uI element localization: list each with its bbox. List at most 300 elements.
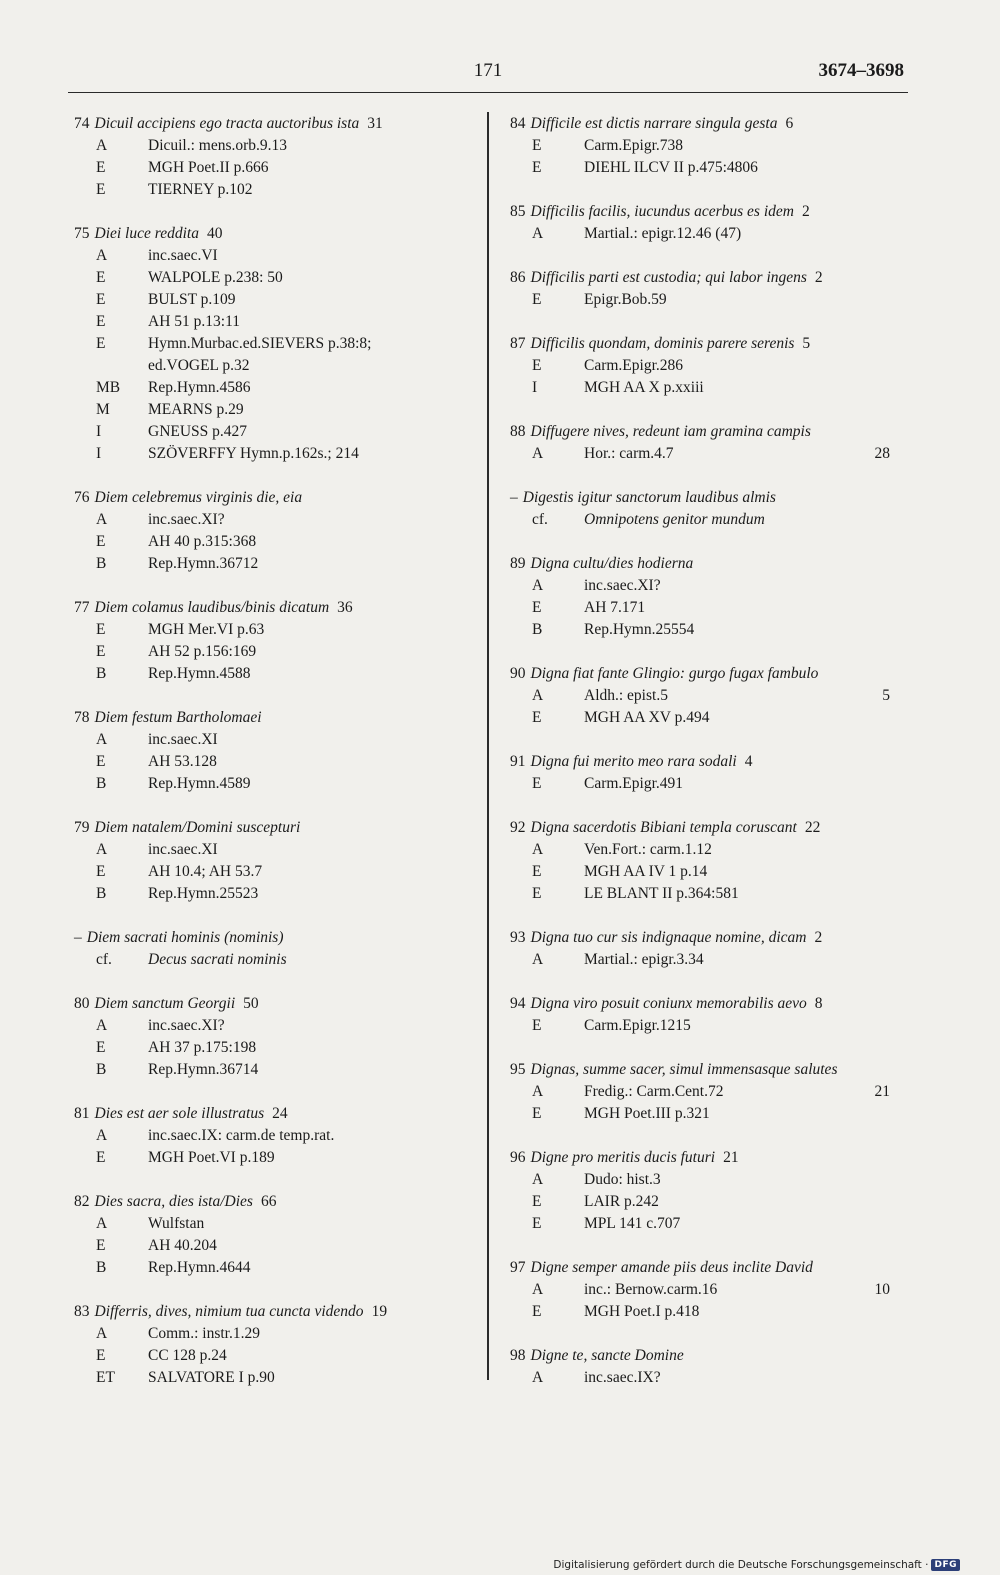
entry-verse-count: 36 [337, 599, 353, 616]
source-code: E [96, 159, 106, 176]
source-line [74, 245, 469, 267]
entry [74, 223, 469, 465]
source-code: E [96, 1237, 106, 1254]
source-reference: Carm.Epigr.491 [584, 775, 684, 792]
source-reference: Dudo: hist.3 [584, 1171, 661, 1188]
entry-incipit: Diem colamus laudibus/binis dicatum [94, 599, 330, 616]
source-reference: Decus sacrati nominis [148, 951, 287, 968]
entry-number: 87 [510, 335, 526, 352]
source-code: E [96, 533, 106, 550]
source-reference: Martial.: epigr.3.34 [584, 951, 704, 968]
entry-incipit: Digna sacerdotis Bibiani templa coruscant [530, 819, 797, 836]
source-line [510, 1015, 920, 1037]
source-reference: Rep.Hymn.36714 [148, 1061, 259, 1078]
source-reference: inc.saec.XI [148, 841, 218, 858]
entry-number: 95 [510, 1061, 526, 1078]
entry-heading [510, 553, 920, 575]
entry-number: 94 [510, 995, 526, 1012]
source-line [74, 531, 469, 553]
source-line [510, 1301, 920, 1323]
entry-verse-count: 4 [744, 753, 753, 770]
entry-incipit: Dies sacra, dies ista/Dies [94, 1193, 253, 1210]
source-code: E [96, 1347, 106, 1364]
source-line [74, 1235, 469, 1257]
entry [74, 927, 469, 971]
source-code: A [96, 1127, 108, 1144]
source-line [74, 1037, 469, 1059]
entry-heading [510, 1257, 920, 1279]
entry-number: 98 [510, 1347, 526, 1364]
source-code: E [532, 863, 542, 880]
source-reference: AH 40.204 [148, 1237, 217, 1254]
entry [510, 553, 920, 641]
entry [74, 487, 469, 575]
source-reference: GNEUSS p.427 [148, 423, 248, 440]
source-line [74, 1323, 469, 1345]
entry-verse-count: 10 [874, 1281, 890, 1298]
entry-number: 91 [510, 753, 526, 770]
source-line [74, 399, 469, 421]
source-line [510, 1213, 920, 1235]
source-reference: MGH Mer.VI p.63 [148, 621, 265, 638]
entry-incipit: Digestis igitur sanctorum laudibus almis [522, 489, 776, 506]
source-line [510, 223, 920, 245]
source-reference: inc.saec.IX? [584, 1369, 661, 1386]
source-reference: inc.saec.XI? [584, 577, 661, 594]
entry-verse-count: 40 [206, 225, 223, 242]
entry [510, 927, 920, 971]
source-reference: Rep.Hymn.4586 [148, 379, 251, 396]
source-reference: Wulfstan [148, 1215, 205, 1232]
source-code: E [532, 1215, 542, 1232]
source-line [74, 839, 469, 861]
source-reference: AH 53.128 [148, 753, 217, 770]
source-reference: BULST p.109 [148, 291, 236, 308]
source-line [510, 619, 920, 641]
entry-incipit: Diem festum Bartholomaei [94, 709, 262, 726]
entry-verse-count: 21 [874, 1083, 890, 1100]
entry-number: 79 [74, 819, 90, 836]
source-code: E [532, 159, 542, 176]
entry [74, 597, 469, 685]
source-reference: MEARNS p.29 [148, 401, 244, 418]
source-code: E [96, 291, 106, 308]
source-code: cf. [96, 951, 112, 968]
source-line [510, 1367, 920, 1389]
source-code: E [532, 137, 542, 154]
source-reference: TIERNEY p.102 [148, 181, 253, 198]
source-line [74, 883, 469, 905]
entry-incipit: Digne te, sancte Domine [530, 1347, 684, 1364]
source-code: A [532, 225, 544, 242]
entry-number: 83 [74, 1303, 90, 1320]
source-line [510, 861, 920, 883]
source-code: E [532, 775, 542, 792]
source-code: E [532, 709, 542, 726]
entry-verse-count: 2 [814, 929, 823, 946]
entry-heading [74, 1103, 469, 1125]
entry-incipit: Difficilis parti est custodia; qui labor ingens [530, 269, 807, 286]
entry-heading [510, 1345, 920, 1367]
entry-heading [510, 1147, 920, 1169]
source-code: E [532, 885, 542, 902]
entry-incipit: Dignas, summe sacer, simul immensasque salutes [530, 1061, 838, 1078]
source-reference: ed.VOGEL p.32 [148, 357, 250, 374]
source-code: A [532, 687, 544, 704]
source-reference: MGH Poet.I p.418 [584, 1303, 700, 1320]
entry [510, 1147, 920, 1235]
source-reference: Epigr.Bob.59 [584, 291, 667, 308]
source-line [74, 421, 469, 443]
entry-number: 89 [510, 555, 526, 572]
source-line [74, 1257, 469, 1279]
source-code: A [532, 1281, 544, 1298]
source-line [74, 619, 469, 641]
entry-number: – [74, 929, 82, 946]
entry [510, 1059, 920, 1125]
source-reference: AH 37 p.175:198 [148, 1039, 257, 1056]
source-line [510, 1103, 920, 1125]
source-reference: MGH AA IV 1 p.14 [584, 863, 708, 880]
entry-number: 97 [510, 1259, 526, 1276]
entry-heading [74, 927, 469, 949]
source-code: E [96, 1039, 106, 1056]
source-line [510, 157, 920, 179]
entry-verse-count: 21 [723, 1149, 739, 1166]
source-reference: AH 40 p.315:368 [148, 533, 257, 550]
source-code: E [96, 269, 106, 286]
entry [74, 1301, 469, 1389]
entry-verse-count: 2 [801, 203, 810, 220]
source-code: cf. [532, 511, 548, 528]
source-code: A [96, 1215, 108, 1232]
source-code: E [96, 335, 106, 352]
left-column [74, 113, 469, 1411]
source-reference: MGH Poet.VI p.189 [148, 1149, 275, 1166]
source-reference: inc.saec.IX: carm.de temp.rat. [148, 1127, 335, 1144]
source-code: A [532, 445, 544, 462]
source-code: B [96, 1061, 107, 1078]
entry-incipit: Diei luce reddita [94, 225, 199, 242]
source-line [74, 1015, 469, 1037]
entry-heading [510, 663, 920, 685]
source-code: E [532, 357, 542, 374]
entry-verse-count: 8 [814, 995, 823, 1012]
entry-number: 80 [74, 995, 90, 1012]
source-line [510, 575, 920, 597]
entry-incipit: Diem sacrati hominis (nominis) [86, 929, 284, 946]
entry-heading [510, 113, 920, 135]
entry-heading [74, 993, 469, 1015]
entry [510, 113, 920, 179]
source-code: E [96, 621, 106, 638]
source-reference: Rep.Hymn.36712 [148, 555, 259, 572]
source-line [510, 443, 920, 465]
source-code: MB [96, 379, 121, 396]
entry [74, 817, 469, 905]
entry-incipit: Differris, dives, nimium tua cuncta videndo [94, 1303, 364, 1320]
source-code: A [532, 841, 544, 858]
source-reference: Martial.: epigr.12.46 (47) [584, 225, 742, 242]
source-line [74, 641, 469, 663]
source-line [74, 311, 469, 333]
source-line [74, 1213, 469, 1235]
entry-number: 76 [74, 489, 90, 506]
source-line [510, 707, 920, 729]
source-reference: SALVATORE I p.90 [148, 1369, 275, 1386]
source-line [74, 377, 469, 399]
entry-heading [74, 707, 469, 729]
source-code: B [96, 555, 107, 572]
source-reference: WALPOLE p.238: 50 [148, 269, 283, 286]
entry [510, 201, 920, 245]
source-line [510, 1081, 920, 1103]
source-code: E [96, 1149, 106, 1166]
source-line [510, 597, 920, 619]
entry-heading [74, 487, 469, 509]
source-line [74, 509, 469, 531]
source-line [510, 685, 920, 707]
source-line [510, 135, 920, 157]
entry-heading [74, 817, 469, 839]
entry-verse-count: 19 [371, 1303, 388, 1320]
entry-verse-count: 5 [882, 687, 890, 704]
entry-heading [510, 487, 920, 509]
footer-credit [553, 1559, 960, 1571]
source-line [510, 1191, 920, 1213]
source-reference: Ven.Fort.: carm.1.12 [584, 841, 712, 858]
source-code: E [532, 291, 542, 308]
entry-number: 90 [510, 665, 526, 682]
source-code: E [532, 1017, 542, 1034]
source-code: M [96, 401, 110, 418]
source-code: A [96, 1017, 108, 1034]
entry-number: 77 [74, 599, 90, 616]
entry-verse-count: 5 [802, 335, 811, 352]
source-line [74, 1125, 469, 1147]
entry-verse-count: 6 [785, 115, 794, 132]
source-line [510, 1279, 920, 1301]
source-code [74, 355, 148, 377]
source-reference: AH 7.171 [584, 599, 646, 616]
source-code: E [96, 863, 106, 880]
source-code: E [532, 1303, 542, 1320]
entry-verse-count: 50 [243, 995, 259, 1012]
source-line [510, 1169, 920, 1191]
column-divider [487, 112, 489, 1380]
source-reference: inc.: Bernow.carm.16 [584, 1281, 718, 1298]
entry [510, 1345, 920, 1389]
source-line [74, 1059, 469, 1081]
entry-number: 82 [74, 1193, 90, 1210]
source-reference: MGH Poet.III p.321 [584, 1105, 710, 1122]
source-line [510, 839, 920, 861]
entry-heading [74, 1191, 469, 1213]
entry-heading [510, 817, 920, 839]
source-reference: Comm.: instr.1.29 [148, 1325, 260, 1342]
source-code: A [532, 1369, 544, 1386]
source-reference: CC 128 p.24 [148, 1347, 227, 1364]
entry-incipit: Diem celebremus virginis die, eia [94, 489, 303, 506]
source-reference: Carm.Epigr.1215 [584, 1017, 691, 1034]
entry-incipit: Diem sanctum Georgii [94, 995, 236, 1012]
source-code: A [96, 137, 108, 154]
source-line [74, 1367, 469, 1389]
dfg-logo: DFG [931, 1559, 960, 1571]
entry-heading [510, 927, 920, 949]
source-line [510, 883, 920, 905]
source-line [74, 1345, 469, 1367]
entry-number: 86 [510, 269, 526, 286]
source-line [74, 729, 469, 751]
entry-heading [510, 751, 920, 773]
source-line [510, 377, 920, 399]
entry [74, 1191, 469, 1279]
entry-incipit: Digna fui merito meo rara sodali [530, 753, 737, 770]
source-line [74, 179, 469, 201]
entry-number: 85 [510, 203, 526, 220]
entry-verse-count: 28 [874, 445, 890, 462]
source-reference: Carm.Epigr.738 [584, 137, 684, 154]
source-line [510, 289, 920, 311]
entry-number: 96 [510, 1149, 526, 1166]
source-line [74, 553, 469, 575]
source-code: ET [96, 1369, 115, 1386]
source-code: A [532, 1171, 544, 1188]
source-reference: LE BLANT II p.364:581 [584, 885, 739, 902]
source-reference: inc.saec.XI [148, 731, 218, 748]
entry-heading [74, 1301, 469, 1323]
source-line [510, 949, 920, 971]
source-reference: Rep.Hymn.25523 [148, 885, 259, 902]
source-code: A [96, 841, 108, 858]
source-reference: AH 51 p.13:11 [148, 313, 240, 330]
source-line [74, 289, 469, 311]
entry-incipit: Digna viro posuit coniunx memorabilis aevo [530, 995, 807, 1012]
entry-number: 88 [510, 423, 526, 440]
entry-incipit: Difficile est dictis narrare singula gesta [530, 115, 778, 132]
source-reference: MGH AA XV p.494 [584, 709, 710, 726]
entry-heading [74, 113, 469, 135]
source-reference: MGH Poet.II p.666 [148, 159, 269, 176]
entry [74, 1103, 469, 1169]
source-reference: DIEHL ILCV II p.475:4806 [584, 159, 758, 176]
source-code: B [96, 665, 107, 682]
entry-verse-count: 24 [272, 1105, 288, 1122]
entry [510, 421, 920, 465]
source-line [510, 509, 920, 531]
source-code: A [96, 731, 108, 748]
entry-number: 92 [510, 819, 526, 836]
source-line [74, 949, 469, 971]
source-code: B [532, 621, 543, 638]
entry-incipit: Digne pro meritis ducis futuri [530, 1149, 716, 1166]
entry-number: 81 [74, 1105, 90, 1122]
entry-incipit: Digne semper amande piis deus inclite David [530, 1259, 813, 1276]
source-reference: SZÖVERFFY Hymn.p.162s.; 214 [148, 445, 359, 462]
source-code: E [96, 643, 106, 660]
source-code: A [96, 1325, 108, 1342]
source-line [74, 333, 469, 355]
right-column [510, 113, 920, 1411]
source-reference: AH 52 p.156:169 [148, 643, 257, 660]
entry [74, 113, 469, 201]
source-line [74, 663, 469, 685]
entry [510, 817, 920, 905]
entry-number: 74 [74, 115, 90, 132]
source-reference: Hor.: carm.4.7 [584, 445, 674, 462]
source-code: B [96, 775, 107, 792]
source-line [510, 355, 920, 377]
source-code: A [532, 1083, 544, 1100]
entry-heading [74, 597, 469, 619]
source-reference: Rep.Hymn.25554 [584, 621, 695, 638]
source-reference: Fredig.: Carm.Cent.72 [584, 1083, 724, 1100]
source-code: B [96, 1259, 107, 1276]
source-reference: inc.saec.VI [148, 247, 218, 264]
source-line [74, 773, 469, 795]
source-reference: LAIR p.242 [584, 1193, 659, 1210]
source-code: I [96, 423, 102, 440]
entry-number: 75 [74, 225, 90, 242]
entry-heading [510, 201, 920, 223]
source-reference: Dicuil.: mens.orb.9.13 [148, 137, 288, 154]
source-reference: Rep.Hymn.4588 [148, 665, 251, 682]
entry-incipit: Difficilis facilis, iucundus acerbus es idem [530, 203, 794, 220]
source-line [74, 355, 469, 377]
source-reference: Aldh.: epist.5 [584, 687, 668, 704]
source-line [74, 751, 469, 773]
entry [510, 993, 920, 1037]
entry-incipit: Dicuil accipiens ego tracta auctoribus ista [94, 115, 360, 132]
entry [510, 751, 920, 795]
source-reference: Carm.Epigr.286 [584, 357, 684, 374]
running-head [68, 60, 908, 93]
entry [510, 333, 920, 399]
entry-heading [510, 267, 920, 289]
entry-heading [510, 993, 920, 1015]
entry-incipit: Dies est aer sole illustratus [94, 1105, 265, 1122]
source-reference: AH 10.4; AH 53.7 [148, 863, 263, 880]
source-reference: MPL 141 c.707 [584, 1215, 681, 1232]
source-reference: MGH AA X p.xxiii [584, 379, 704, 396]
entry-verse-count: 2 [814, 269, 823, 286]
entry-incipit: Difficilis quondam, dominis parere serenis [530, 335, 795, 352]
entry-verse-count: 22 [804, 819, 821, 836]
source-line [74, 443, 469, 465]
entry-verse-count: 66 [260, 1193, 277, 1210]
entry-number: – [510, 489, 518, 506]
source-code: E [96, 313, 106, 330]
entry-number: 93 [510, 929, 526, 946]
entry-number: 84 [510, 115, 526, 132]
source-code: A [532, 577, 544, 594]
entry-incipit: Diffugere nives, redeunt iam gramina campis [530, 423, 811, 440]
entry [510, 663, 920, 729]
source-code: A [96, 247, 108, 264]
source-code: B [96, 885, 107, 902]
source-line [74, 861, 469, 883]
source-code: A [96, 511, 108, 528]
entry-heading [510, 333, 920, 355]
footer-credit-text: Digitalisierung gefördert durch die Deutsche Forschungsgemeinschaft · [553, 1559, 929, 1571]
source-code: I [96, 445, 102, 462]
source-code: E [532, 599, 542, 616]
page-number: 171 [473, 60, 503, 81]
source-reference: Rep.Hymn.4589 [148, 775, 251, 792]
source-reference: Rep.Hymn.4644 [148, 1259, 251, 1276]
entry-incipit: Digna fiat fante Glingio: gurgo fugax fambulo [530, 665, 819, 682]
